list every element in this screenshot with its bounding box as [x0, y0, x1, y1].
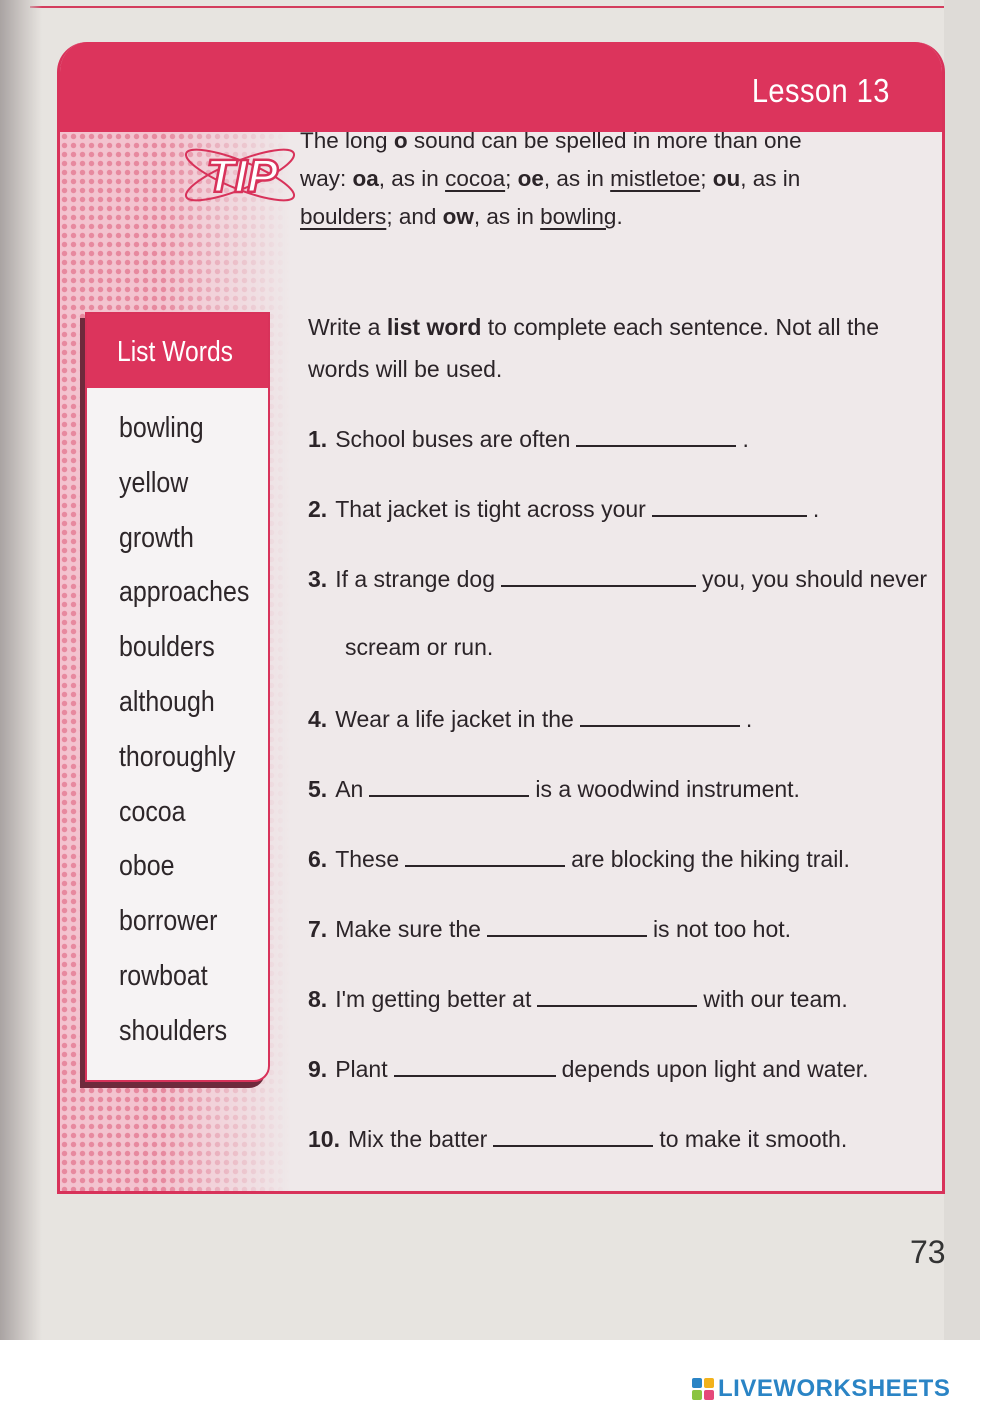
question-text: .	[742, 426, 749, 452]
answer-blank[interactable]	[580, 703, 740, 727]
list-word: yellow	[119, 466, 189, 499]
page-number: 73	[910, 1234, 946, 1270]
answer-blank[interactable]	[493, 1123, 653, 1147]
question-5	[308, 773, 800, 803]
question-text: Mix the batter	[347, 1126, 488, 1152]
list-words-header	[87, 314, 268, 388]
question-number: 3.	[308, 566, 328, 592]
question-number: 2.	[308, 496, 328, 522]
question-text: is a woodwind instrument.	[535, 776, 800, 802]
question-number: 5.	[308, 776, 328, 802]
lesson-header	[60, 42, 945, 132]
answer-blank[interactable]	[501, 563, 696, 587]
list-word: boulders	[119, 631, 215, 664]
question-text: to make it smooth.	[659, 1126, 848, 1152]
page-edge	[944, 0, 980, 1340]
question-text: are blocking the hiking trail.	[571, 846, 850, 872]
tip-logo-icon	[180, 120, 300, 230]
question-text: If a strange dog	[335, 566, 496, 592]
question-4	[308, 703, 752, 733]
answer-blank[interactable]	[537, 983, 697, 1007]
question-text: is not too hot.	[652, 916, 792, 942]
answer-blank[interactable]	[576, 423, 736, 447]
question-text: I'm getting better at	[335, 986, 532, 1012]
answer-blank[interactable]	[487, 913, 647, 937]
list-word: growth	[119, 521, 194, 554]
question-text: These	[335, 846, 400, 872]
question-text: .	[812, 496, 820, 522]
list-word: borrower	[119, 905, 218, 938]
instructions: Write a list word to complete each sentence. Not all the words will be used.	[308, 314, 880, 382]
question-text: .	[745, 706, 753, 732]
question-text: you, you should never	[702, 566, 928, 592]
list-word: shoulders	[119, 1014, 228, 1047]
liveworksheets-logo-icon	[692, 1378, 714, 1400]
list-word: cocoa	[119, 795, 186, 828]
question-number: 4.	[308, 706, 328, 732]
question-10	[308, 1123, 847, 1153]
list-word: bowling	[119, 412, 204, 444]
question-text-continued: scream or run.	[345, 634, 494, 660]
list-words-title: List Words	[117, 336, 233, 368]
word-list	[119, 412, 271, 1070]
question-text: Make sure the	[335, 916, 481, 942]
question-text: Wear a life jacket in the	[335, 706, 574, 732]
question-number: 9.	[308, 1056, 328, 1082]
question-number: 7.	[308, 916, 328, 942]
question-number: 6.	[308, 846, 328, 872]
list-word: approaches	[119, 576, 250, 609]
previous-page-edge	[30, 0, 980, 8]
answer-blank[interactable]	[405, 843, 565, 867]
question-1	[308, 423, 749, 453]
question-text: depends upon light and water.	[561, 1056, 869, 1082]
question-9	[308, 1053, 869, 1083]
question-3	[308, 563, 927, 593]
list-words-box	[85, 312, 270, 1082]
liveworksheets-brand-text: LIVEWORKSHEETS	[718, 1375, 951, 1402]
liveworksheets-logo	[692, 1375, 950, 1403]
question-text: Plant	[335, 1056, 388, 1082]
lesson-title: Lesson 13	[752, 72, 890, 109]
question-text: with our team.	[703, 986, 848, 1012]
answer-blank[interactable]	[369, 773, 529, 797]
question-2	[308, 493, 819, 523]
question-number: 1.	[308, 426, 328, 452]
list-word: oboe	[119, 850, 175, 883]
question-text: School buses are often	[335, 426, 571, 452]
question-number: 10.	[308, 1126, 340, 1152]
tip-text: The long o sound can be spelled in more than one way: oa, as in cocoa; oe, as in mistletoe; ou, as in boulders; and ow, as in bowling.	[300, 128, 802, 229]
question-6	[308, 843, 850, 873]
answer-blank[interactable]	[652, 493, 807, 517]
question-7	[308, 913, 791, 943]
answer-blank[interactable]	[394, 1053, 556, 1077]
list-word: rowboat	[119, 959, 208, 992]
question-text: That jacket is tight across your	[335, 496, 646, 522]
page-binding-shadow	[0, 0, 42, 1340]
question-text: An	[335, 776, 364, 802]
list-word: although	[119, 685, 215, 718]
question-8	[308, 983, 848, 1013]
list-word: thoroughly	[119, 740, 236, 773]
tip-logo-text: TIP	[206, 150, 278, 202]
question-number: 8.	[308, 986, 328, 1012]
